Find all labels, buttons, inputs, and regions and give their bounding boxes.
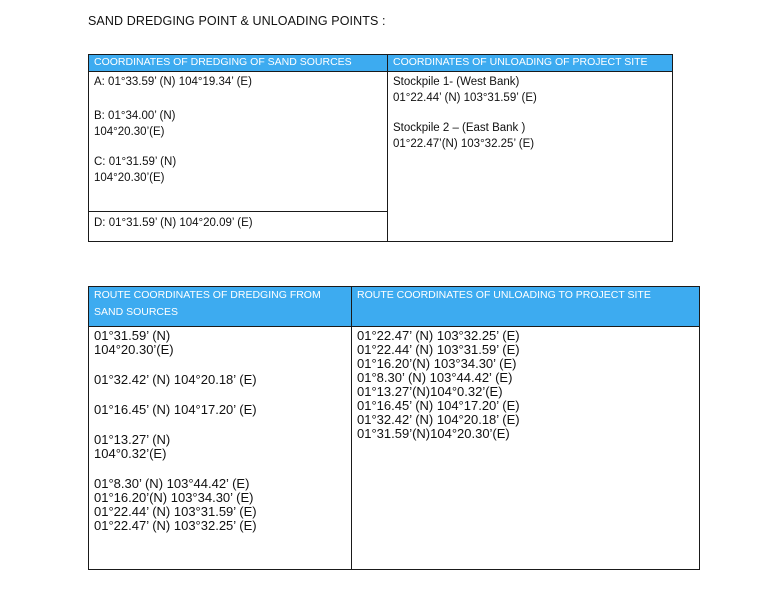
dredging-route-header xyxy=(89,287,352,327)
route-line: 01°22.47’ (N) 103°32.25’ (E) xyxy=(94,518,257,533)
dredging-point-d: D: 01°31.59’ (N) 104°20.09’ (E) xyxy=(94,217,253,229)
route-line: 01°8.30’ (N) 103°44.42’ (E) xyxy=(94,476,250,491)
stockpile-1-name: Stockpile 1- (West Bank) xyxy=(393,76,520,88)
route-line: 01°22.44’ (N) 103°31.59’ (E) xyxy=(357,342,520,357)
dredging-route-header-line1: ROUTE COORDINATES OF DREDGING FROM xyxy=(94,289,321,301)
dredging-route-cell xyxy=(89,327,352,570)
route-line: 01°31.59’(N)104°20.30’(E) xyxy=(357,426,510,441)
dredging-point-c-lat: C: 01°31.59’ (N) xyxy=(94,156,177,168)
route-line: 01°32.42’ (N) 104°20.18’ (E) xyxy=(94,372,257,387)
route-line: 01°22.47’ (N) 103°32.25’ (E) xyxy=(357,328,520,343)
dredging-point-c-lon: 104°20.30’(E) xyxy=(94,172,165,184)
route-line: 01°31.59’ (N) xyxy=(94,328,171,343)
route-line: 01°22.44’ (N) 103°31.59’ (E) xyxy=(94,504,257,519)
unloading-coordinates-header: COORDINATES OF UNLOADING OF PROJECT SITE xyxy=(388,55,673,72)
stockpile-2-name: Stockpile 2 – (East Bank ) xyxy=(393,122,526,134)
sand-source-coordinates-table xyxy=(88,54,673,242)
dredging-route-header-line2: SAND SOURCES xyxy=(94,306,179,318)
page-title: SAND DREDGING POINT & UNLOADING POINTS : xyxy=(88,14,386,28)
route-line: 01°16.45’ (N) 104°17.20’ (E) xyxy=(94,402,257,417)
route-line: 01°13.27’(N)104°0.32’(E) xyxy=(357,384,503,399)
unloading-route-header: ROUTE COORDINATES OF UNLOADING TO PROJECT SITE xyxy=(352,287,700,327)
dredging-coordinates-cell xyxy=(89,72,388,242)
stockpile-1-coordinates: 01°22.44’ (N) 103°31.59’ (E) xyxy=(393,92,537,104)
route-line: 01°8.30’ (N) 103°44.42’ (E) xyxy=(357,370,513,385)
route-line: 01°13.27’ (N) xyxy=(94,432,171,447)
route-line: 01°16.20’(N) 103°34.30’ (E) xyxy=(357,356,517,371)
dredging-point-b-lon: 104°20.30’(E) xyxy=(94,126,165,138)
route-line: 01°32.42’ (N) 104°20.18’ (E) xyxy=(357,412,520,427)
dredging-point-b-lat: B: 01°34.00’ (N) xyxy=(94,110,176,122)
route-line: 104°0.32’(E) xyxy=(94,446,167,461)
route-line: 104°20.30’(E) xyxy=(94,342,174,357)
stockpile-2-coordinates: 01°22.47’(N) 103°32.25’ (E) xyxy=(393,138,535,150)
route-line: 01°16.20’(N) 103°34.30’ (E) xyxy=(94,490,254,505)
dredging-point-a: A: 01°33.59’ (N) 104°19.34’ (E) xyxy=(94,76,252,88)
route-line: 01°16.45’ (N) 104°17.20’ (E) xyxy=(357,398,520,413)
route-coordinates-table xyxy=(88,286,700,570)
unloading-route-cell xyxy=(352,327,700,570)
unloading-coordinates-cell xyxy=(388,72,673,242)
dredging-coordinates-header: COORDINATES OF DREDGING OF SAND SOURCES xyxy=(89,55,388,72)
